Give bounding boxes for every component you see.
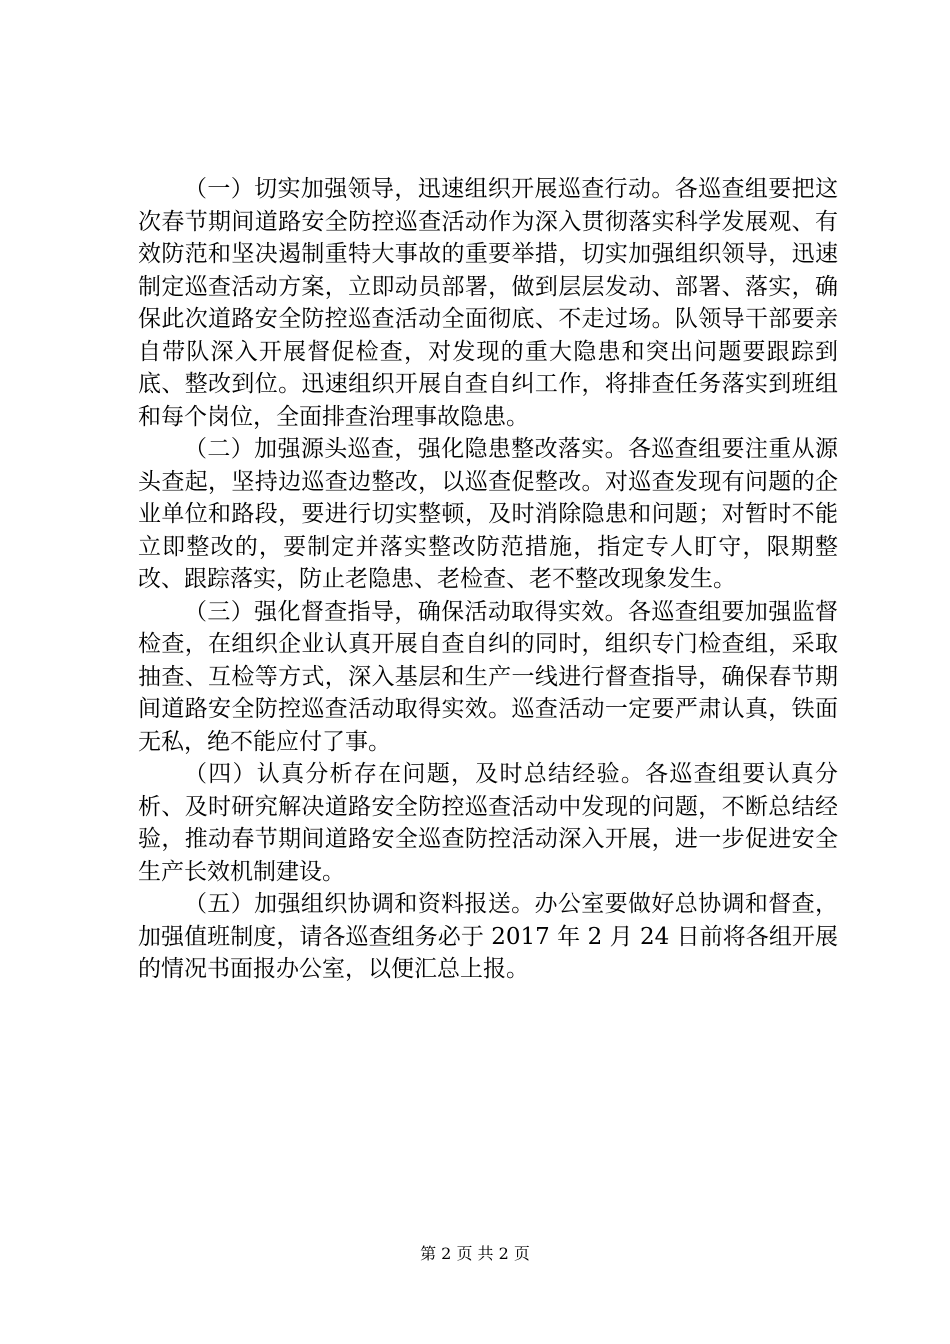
paragraph-1: （一）切实加强领导，迅速组织开展巡查行动。各巡查组要把这次春节期间道路安全防控巡查活动作为深入贯彻落实科学发展观、有效防范和坚决遏制重特大事故的重要举措，切实加强组织领导，迅速制定巡查活动方案，立即动员部署，做到层层发动、部署、落实，确保此次道路安全防控巡查活动全面彻底、不走过场。队领导干部要亲自带队深入开展督促检查，对发现的重大隐患和突出问题要跟踪到底、整改到位。迅速组织开展自查自纠工作，将排查任务落实到班组和每个岗位，全面排查治理事故隐患。	[138, 176, 838, 430]
page-number-footer: 第 2 页 共 2 页	[420, 1244, 530, 1263]
document-body	[138, 173, 838, 986]
paragraph-2: （二）加强源头巡查，强化隐患整改落实。各巡查组要注重从源头查起，坚持边巡查边整改，以巡查促整改。对巡查发现有问题的企业单位和路段，要进行切实整顿，及时消除隐患和问题；对暂时不能立即整改的，要制定并落实整改防范措施，指定专人盯守，限期整改、跟踪落实，防止老隐患、老检查、老不整改现象发生。	[138, 436, 838, 592]
paragraph-3: （三）强化督查指导，确保活动取得实效。各巡查组要加强监督检查，在组织企业认真开展自查自纠的同时，组织专门检查组，采取抽查、互检等方式，深入基层和生产一线进行督查指导，确保春节期间道路安全防控巡查活动取得实效。巡查活动一定要严肃认真，铁面无私，绝不能应付了事。	[138, 598, 838, 755]
paragraph-4: （四）认真分析存在问题，及时总结经验。各巡查组要认真分析、及时研究解决道路安全防控巡查活动中发现的问题，不断总结经验，推动春节期间道路安全巡查防控活动深入开展，进一步促进安全生产长效机制建设。	[138, 761, 838, 885]
paragraph-5: （五）加强组织协调和资料报送。办公室要做好总协调和督查，加强值班制度，请各巡查组务必于 2017 年 2 月 24 日前将各组开展的情况书面报办公室，以便汇总上报。	[138, 891, 838, 982]
